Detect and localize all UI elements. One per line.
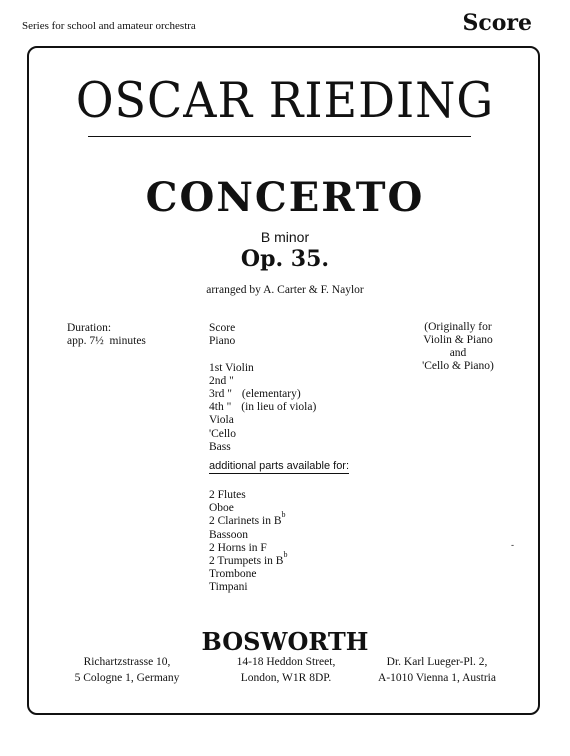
- address-line: A-1010 Vienna 1, Austria: [378, 672, 496, 684]
- flat-symbol: b: [283, 550, 288, 560]
- address-line: 5 Cologne 1, Germany: [74, 672, 180, 684]
- publisher-name: BOSWORTH: [201, 627, 369, 656]
- arranger-credit: arranged by A. Carter & F. Naylor: [206, 284, 364, 296]
- original-line: and: [449, 347, 467, 359]
- part-item: [209, 375, 316, 388]
- address-london: [214, 654, 358, 686]
- work-title: CONCERTO: [145, 174, 425, 221]
- part-name: 2nd ": [209, 374, 234, 387]
- part-item: [209, 348, 316, 361]
- opus-number: Op. 35.: [240, 246, 330, 272]
- additional-part-item: [209, 568, 287, 581]
- duration-prefix: app. 7: [67, 335, 96, 347]
- additional-part-name: Timpani: [209, 581, 248, 594]
- duration-fraction: ½: [95, 335, 104, 347]
- additional-part-name: 2 Flutes: [209, 489, 246, 501]
- original-line: Violin & Piano: [423, 334, 493, 346]
- part-name: Score: [209, 322, 236, 334]
- address-line: London, W1R 8DP.: [240, 672, 332, 684]
- address-line: Richartzstrasse 10,: [83, 656, 171, 668]
- part-item: [209, 335, 316, 348]
- additional-part-item: [209, 529, 287, 542]
- part-item: [209, 401, 316, 414]
- parts-list: [209, 322, 316, 454]
- additional-part-item: [209, 489, 287, 502]
- duration-block: [67, 322, 146, 348]
- address-cologne: [62, 654, 192, 686]
- additional-part-item: [209, 550, 288, 568]
- composer-rule: [88, 136, 471, 137]
- part-name: 4th ": [209, 401, 232, 414]
- original-scoring-note: [410, 321, 506, 373]
- duration-label: Duration:: [67, 322, 112, 334]
- part-name: Bass: [209, 440, 231, 453]
- part-name: Piano: [209, 335, 236, 348]
- additional-part-item: [209, 581, 287, 594]
- part-name: 1st Violin: [209, 361, 254, 374]
- part-item: [209, 414, 316, 427]
- part-item: [209, 441, 316, 454]
- address-vienna: [366, 654, 508, 686]
- duration-value: [67, 335, 146, 348]
- additional-part-item: [209, 510, 287, 528]
- additional-parts-heading: additional parts available for:: [209, 460, 350, 472]
- address-line: Dr. Karl Lueger-Pl. 2,: [386, 656, 488, 668]
- duration-suffix: minutes: [109, 335, 146, 347]
- composer-name: OSCAR RIEDING: [75, 71, 495, 129]
- part-item: [209, 362, 316, 375]
- part-name: Viola: [209, 414, 234, 427]
- part-name: 'Cello: [209, 427, 236, 440]
- flat-symbol: b: [281, 510, 286, 520]
- part-note: (elementary): [241, 388, 301, 401]
- score-label: Score: [462, 10, 532, 36]
- original-line: 'Cello & Piano): [422, 360, 494, 372]
- additional-part-name: 2 Clarinets in B: [209, 515, 282, 528]
- additional-part-item: [209, 502, 287, 515]
- additional-part-item: [209, 542, 287, 555]
- additional-part-name: 2 Horns in F: [209, 541, 267, 554]
- additional-part-name: 2 Trumpets in B: [209, 555, 284, 568]
- address-line: 14-18 Heddon Street,: [236, 656, 336, 668]
- additional-part-name: Trombone: [209, 568, 257, 581]
- stray-mark: -: [511, 541, 515, 551]
- additional-part-name: Oboe: [209, 502, 234, 515]
- work-key: B minor: [260, 229, 310, 245]
- part-item: [209, 322, 316, 335]
- original-line: (Originally for: [424, 321, 492, 333]
- series-caption: Series for school and amateur orchestra: [22, 20, 196, 32]
- part-name: 3rd ": [209, 388, 232, 401]
- part-item: [209, 428, 316, 441]
- additional-parts-list: [209, 489, 287, 595]
- additional-part-name: Bassoon: [209, 528, 248, 541]
- part-item: [209, 388, 316, 401]
- part-note: (in lieu of viola): [241, 401, 317, 414]
